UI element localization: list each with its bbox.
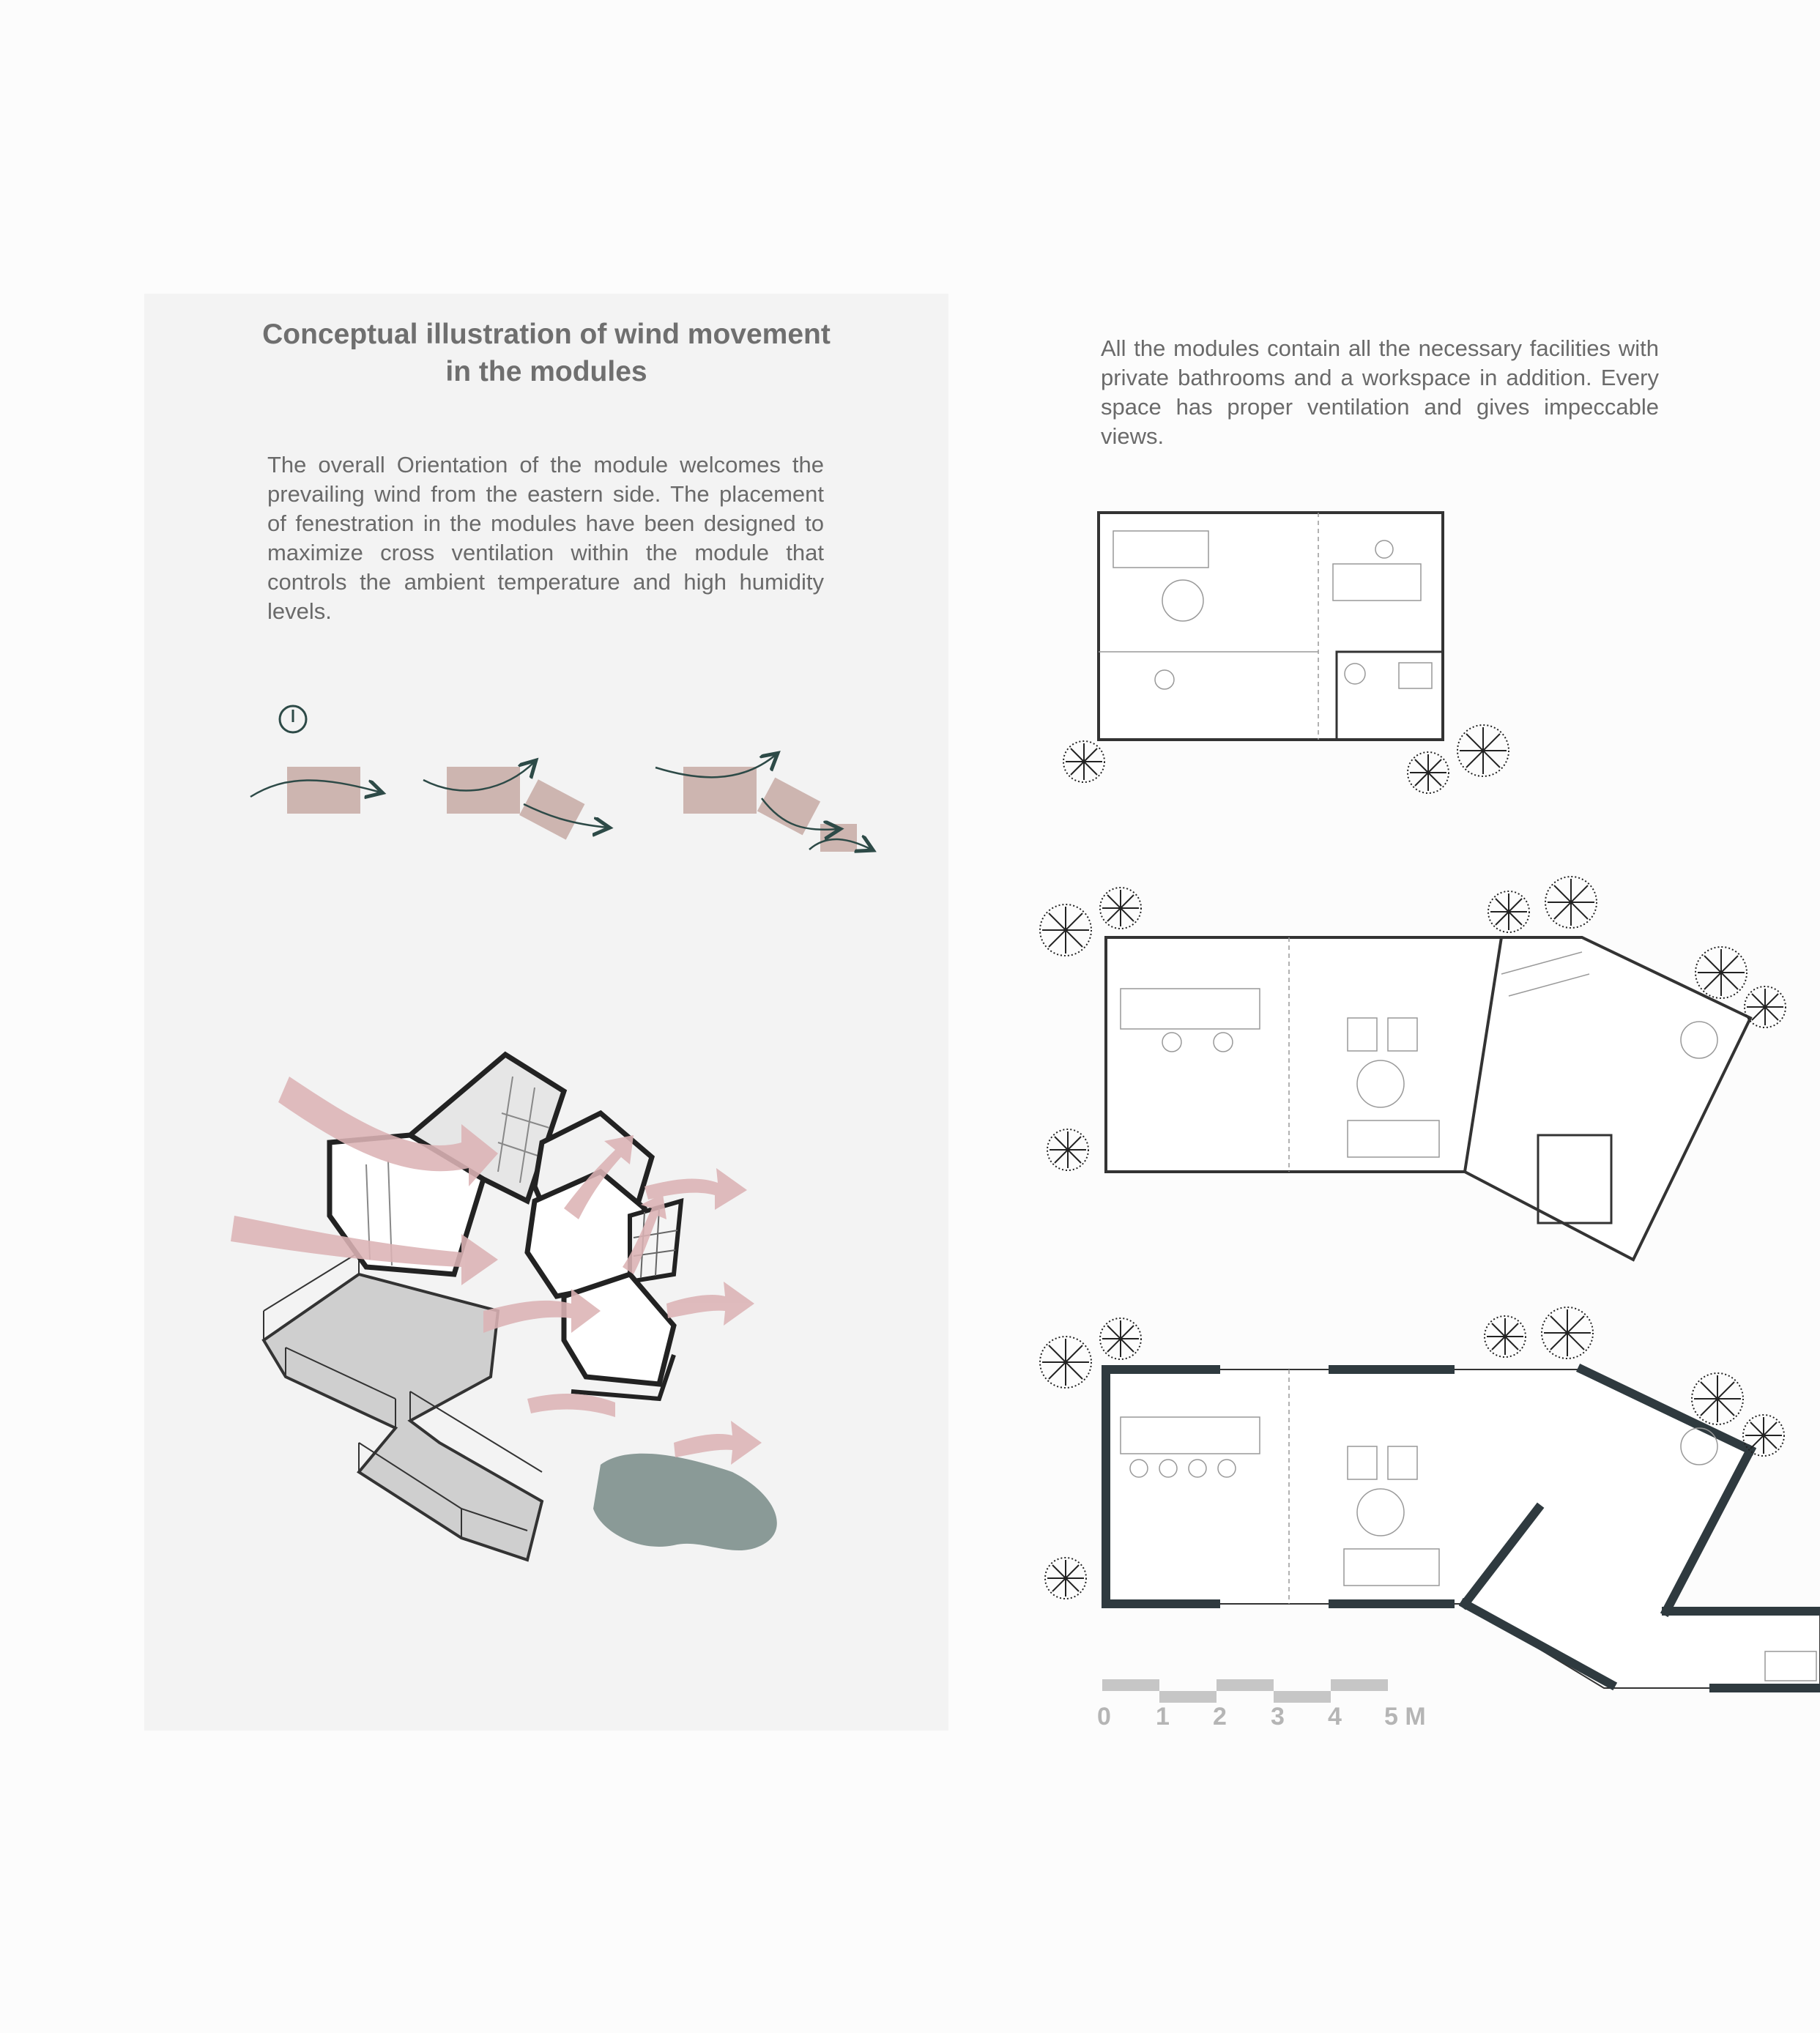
wind-diagram-single xyxy=(250,767,381,814)
scale-label-4: 4 xyxy=(1328,1703,1342,1731)
tree-icon xyxy=(1457,725,1509,776)
north-arrow-icon xyxy=(277,703,309,735)
tree-icon xyxy=(1100,888,1141,929)
scale-label-2: 2 xyxy=(1213,1703,1227,1731)
tree-icon xyxy=(1100,1318,1141,1359)
tree-icon xyxy=(1045,1558,1086,1599)
floor-plan-3 xyxy=(1025,1304,1820,1714)
title-line-1: Conceptual illustration of wind movement xyxy=(262,319,831,350)
wind-diagram-row xyxy=(242,747,886,864)
tree-icon xyxy=(1485,1316,1526,1357)
ground-shadow xyxy=(593,1454,777,1550)
tree-icon xyxy=(1542,1307,1593,1359)
page-title xyxy=(144,316,948,390)
right-paragraph: All the modules contain all the necessary facilities with private bathrooms and a workspace in addition. Every space has proper ventilation and gives impeccable views. xyxy=(1101,335,1659,449)
tree-icon xyxy=(1695,947,1747,998)
isometric-wind-illustration xyxy=(220,1033,820,1589)
module-small xyxy=(564,1274,674,1384)
tree-icon xyxy=(1040,904,1091,956)
wind-diagram-triple xyxy=(655,754,872,852)
scale-label-0: 0 xyxy=(1097,1703,1111,1731)
tree-icon xyxy=(1545,877,1597,928)
scale-bar xyxy=(1102,1679,1395,1703)
tree-icon xyxy=(1040,1337,1091,1388)
scale-label-5: 5 M xyxy=(1384,1703,1426,1731)
scale-label-3: 3 xyxy=(1271,1703,1285,1731)
floor-plan-1 xyxy=(1055,498,1523,806)
tree-icon xyxy=(1047,1129,1088,1170)
wind-diagram-double xyxy=(423,762,608,840)
floor-plan-2 xyxy=(1025,864,1794,1274)
title-line-2: in the modules xyxy=(445,356,647,387)
tree-icon xyxy=(1745,986,1786,1027)
intro-paragraph: The overall Orientation of the module welcomes the prevailing wind from the eastern side. The placement of fenestration in the modules have been designed to maximize cross ventilation within the module that controls the ambient temperature and high humidity levels. xyxy=(267,452,824,624)
tree-icon xyxy=(1063,741,1104,782)
tree-icon xyxy=(1408,752,1449,793)
scale-label-1: 1 xyxy=(1156,1703,1170,1731)
tree-icon xyxy=(1743,1415,1784,1456)
tree-icon xyxy=(1692,1373,1743,1424)
tree-icon xyxy=(1488,891,1529,932)
